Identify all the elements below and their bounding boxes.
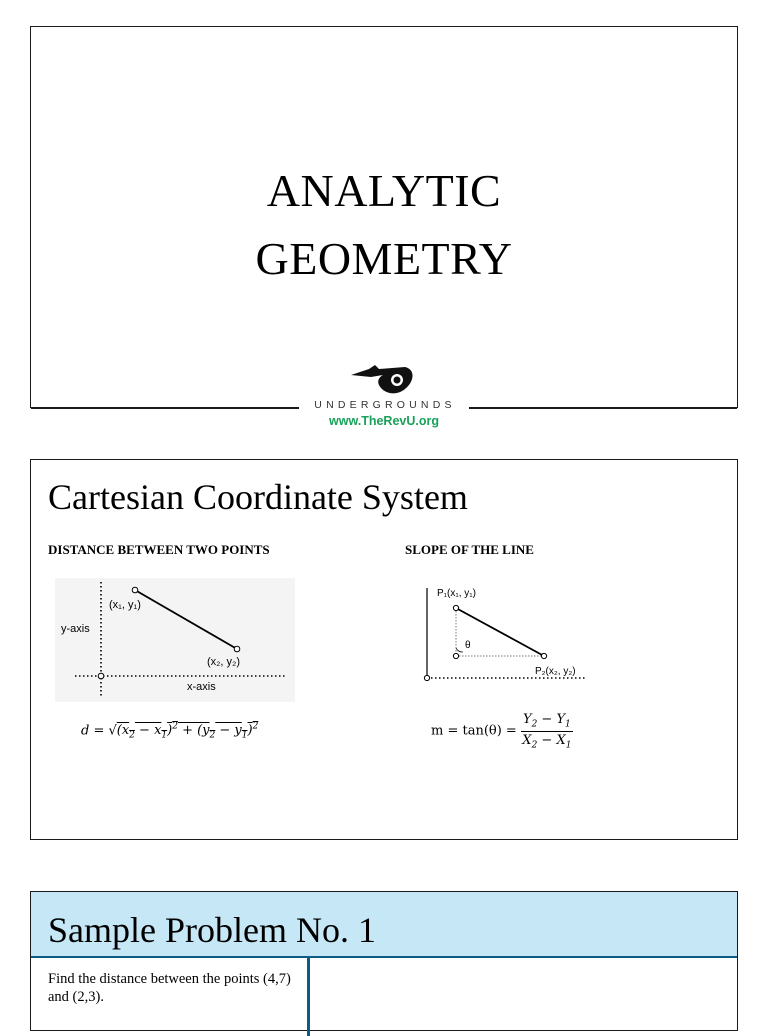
slope-diagram xyxy=(419,578,587,690)
x-axis-label: x-axis xyxy=(187,681,216,693)
segment-line xyxy=(135,590,237,649)
distance-formula: $d = √(x_2 - x_1)^2 + (y_2 - y_1)^2$ xyxy=(81,722,259,741)
sample-problem-slide xyxy=(30,891,738,1031)
slope-p2-label: P₂(x₂, y₂) xyxy=(535,666,576,677)
origin-point xyxy=(98,673,104,679)
point-2 xyxy=(234,646,240,652)
slide-title xyxy=(31,157,737,293)
brand-logo xyxy=(31,363,737,411)
slope-corner-point xyxy=(453,653,458,658)
theta-label: θ xyxy=(465,640,471,651)
title-line-1: ANALYTIC xyxy=(266,165,502,216)
point-2-label: (x₂, y₂) xyxy=(207,656,240,668)
slope-origin xyxy=(424,675,429,680)
problem-text: Find the distance between the points (4,7) and (2,3). xyxy=(48,971,291,1005)
slope-p1-label: P₁(x₁, y₁) xyxy=(437,588,477,599)
brand-name: UNDERGROUNDS xyxy=(299,399,471,411)
slope-point-1 xyxy=(453,605,458,610)
slope-formula-prefix: m = tan(θ) = xyxy=(431,723,517,739)
eye-logo-icon xyxy=(349,363,417,397)
slide-heading: Cartesian Coordinate System xyxy=(48,477,468,517)
slope-formula xyxy=(431,712,573,750)
y-axis-label: y-axis xyxy=(61,623,90,635)
title-slide xyxy=(30,26,738,411)
point-1-label: (x₁, y₁) xyxy=(109,599,141,611)
theta-arc xyxy=(456,648,463,652)
slide-heading: Sample Problem No. 1 xyxy=(48,910,376,950)
point-1 xyxy=(132,587,138,593)
slope-subheading: SLOPE OF THE LINE xyxy=(405,542,534,557)
slope-point-2 xyxy=(541,653,546,658)
divider-line-right xyxy=(469,407,737,409)
divider-line-left xyxy=(31,407,299,409)
website-url[interactable]: www.TheRevU.org xyxy=(329,414,439,428)
column-divider xyxy=(307,956,310,1036)
slope-fraction: $\frac{Y_2 - Y_1}{X_2 - X_1}$ xyxy=(522,712,572,751)
distance-diagram xyxy=(55,578,295,702)
title-line-2: GEOMETRY xyxy=(255,233,513,284)
cartesian-slide xyxy=(30,459,738,840)
distance-subheading: DISTANCE BETWEEN TWO POINTS xyxy=(48,542,270,557)
slide-header-band xyxy=(31,892,737,958)
